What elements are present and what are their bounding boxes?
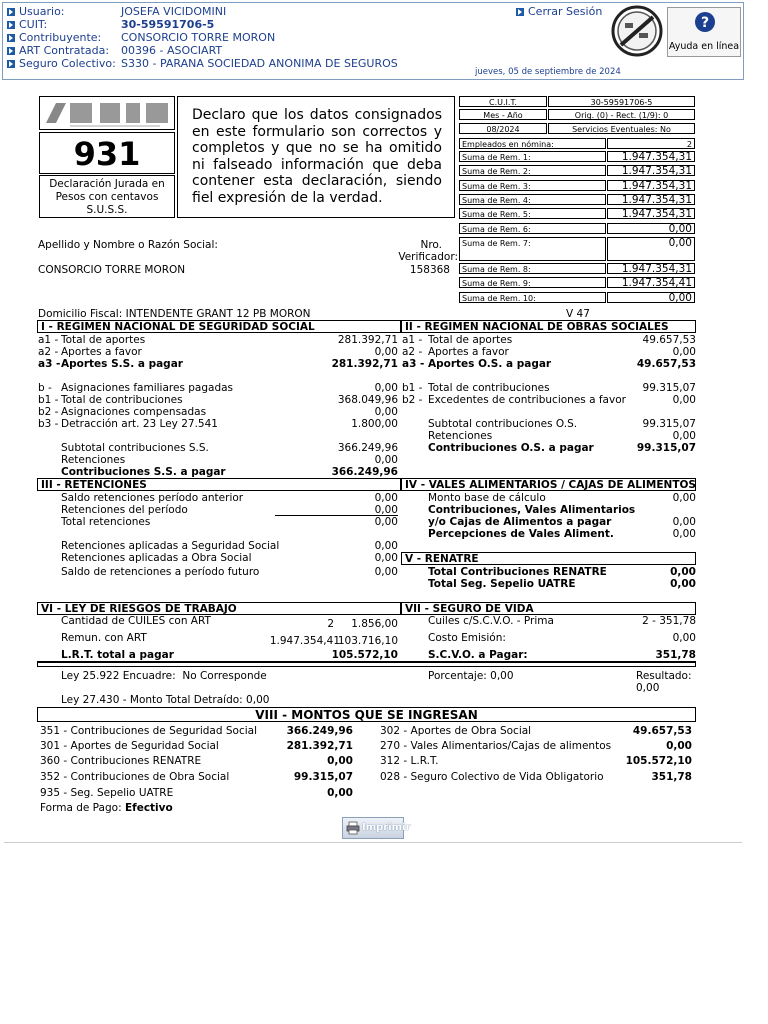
row-value: 0,00 [672,430,696,442]
art-value: 00396 - ASOCIART [121,44,223,57]
row-label: Contribuciones O.S. a pagar [428,442,594,454]
monto-base-label: Monto base de cálculo [428,492,546,504]
renatre-total-value: 0,00 [670,566,696,578]
row-label: Total de aportes [61,334,146,346]
header-row-seguro: Seguro Colectivo: S330 - PARANA SOCIEDAD ANONIMA DE SEGUROS [7,57,129,70]
section-4-title: IV - VALES ALIMENTARIOS / CAJAS DE ALIMENTOS [401,478,696,491]
row-label: Aportes a favor [61,346,142,358]
logout-link[interactable]: Cerrar Sesión [516,5,602,18]
verificador-value: 158368 [409,264,450,276]
montos-value: 99.315,07 [293,771,353,783]
empleados-label: Empleados en nómina: [459,138,606,149]
printer-icon [346,821,360,835]
percepciones-label: Percepciones de Vales Aliment. [428,528,614,540]
porcentaje: Porcentaje: 0,00 [428,670,514,682]
rem-label: Suma de Rem. 2: [459,165,606,176]
remun-art-value-2: 103.716,10 [337,635,398,647]
scvo-pagar-value: 351,78 [655,649,696,661]
rem-label: Suma de Rem. 5: [459,208,606,219]
cuit-value: 30-59591706-5 [121,18,215,31]
empleados-value: 2 [607,138,695,149]
section-1-title: I - REGIMEN NACIONAL DE SEGURIDAD SOCIAL [37,320,401,333]
scvo-pagar-label: S.C.V.O. a Pagar: [428,649,528,661]
row-label: Aportes a favor [428,346,509,358]
section-5-title: V - RENATRE [401,552,696,565]
row-value: 1.800,00 [351,418,398,430]
row-code: b2 - [38,406,59,418]
verificador-label-2: Verificador: [398,251,458,263]
row-label: Aportes S.S. a pagar [61,358,183,370]
contribuyente-value: CONSORCIO TORRE MORON [121,31,276,44]
apellido-label: Apellido y Nombre o Razón Social: [38,239,218,251]
rem-value: 1.947.354,31 [607,165,695,176]
row-code: a1 - [38,334,59,346]
rem-value: 1.947.354,31 [607,263,695,274]
afip-logo [39,96,175,130]
row-value: 0,00 [672,394,696,406]
row-code: a2 - [38,346,59,358]
rem-value: 1.947.354,31 [607,180,695,191]
row-label: Total de contribuciones [61,394,183,406]
row-label: Detracción art. 23 Ley 27.541 [61,418,218,430]
row-label: Retenciones aplicadas a Obra Social [61,552,252,564]
period-cell: 08/2024 [459,123,547,134]
cuiles-scvo-value: 2 - 351,78 [642,615,696,627]
rem-label: Suma de Rem. 4: [459,194,606,205]
row-label: Saldo de retenciones a período futuro [61,566,260,578]
form-subtitle: Declaración Jurada en Pesos con centavos S.U.S.S. [39,175,175,218]
header-row-cuit: CUIT: 30-59591706-5 [7,18,129,31]
montos-value: 366.249,96 [286,725,353,737]
row-code: b2 - [402,394,423,406]
domicilio-fiscal: Domicilio Fiscal: INTENDENTE GRANT 12 PB MORON [38,308,311,320]
verificador-label-1: Nro. [420,239,442,251]
cuit-label: C.U.I.T. [459,96,547,107]
double-rule [37,661,696,667]
arrow-icon [7,60,15,68]
montos-label: 360 - Contribuciones RENATRE [40,755,202,767]
rem-label: Suma de Rem. 6: [459,223,606,234]
rem-value: 1.947.354,31 [607,194,695,205]
montos-value: 351,78 [651,771,692,783]
montos-label: 935 - Seg. Sepelio UATRE [40,787,174,799]
declaration-text: Declaro que los datos consignados en este formulario son correctos y completos y que no se ha omitido ni falseado información que deba contener esta declaración, siendo fiel expresión de la verdad. [177,96,455,218]
montos-label: 301 - Aportes de Seguridad Social [40,740,219,752]
row-value: 0,00 [374,566,398,578]
row-value: 99.315,07 [642,382,696,394]
row-label: Asignaciones compensadas [61,406,207,418]
seguro-value: S330 - PARANA SOCIEDAD ANONIMA DE SEGUROS [121,57,398,70]
renatre-total-label: Total Contribuciones RENATRE [428,566,607,578]
row-code: a3 - [38,358,61,370]
row-label: Retenciones aplicadas a Seguridad Social [61,540,280,552]
help-button[interactable]: ? Ayuda en línea [667,7,741,57]
row-value: 368.049,96 [337,394,398,406]
row-value: 0,00 [374,540,398,552]
header-row-art: ART Contratada: 00396 - ASOCIART [7,44,129,57]
rem-label: Suma de Rem. 10: [459,292,606,303]
row-value: 366.249,96 [331,466,398,478]
percepciones-value: 0,00 [672,528,696,540]
rem-label: Suma de Rem. 7: [459,237,606,261]
montos-label: 028 - Seguro Colectivo de Vida Obligatorio [380,771,604,783]
row-value: 0,00 [374,552,398,564]
arrow-icon [7,47,15,55]
row-value: 99.315,07 [642,418,696,430]
form-number: 931 [39,132,175,174]
divider [275,515,398,516]
row-label: Excedentes de contribuciones a favor [428,394,626,406]
afip-seal-icon [609,5,665,57]
header-row-contribuyente: Contribuyente: CONSORCIO TORRE MORON [7,31,129,44]
row-value: 0,00 [374,516,398,528]
rem-value: 1.947.354,31 [607,151,695,162]
svg-text:?: ? [700,15,710,31]
rem-value: 0,00 [607,292,695,303]
montos-value: 0,00 [666,740,692,752]
row-value: 99.315,07 [636,442,696,454]
row-value: 0,00 [374,382,398,394]
row-code: b1 - [402,382,423,394]
header-panel [2,2,744,80]
row-label: Total de aportes [428,334,513,346]
rem-label: Suma de Rem. 9: [459,277,606,288]
costo-emision-value: 0,00 [672,632,696,644]
resultado-value: 0,00 [636,682,660,694]
lrt-total-value: 105.572,10 [331,649,398,661]
row-code: a1 - [402,334,423,346]
montos-value: 0,00 [327,755,353,767]
cuiles-scvo-label: Cuiles c/S.C.V.O. - Prima [428,615,554,627]
row-code: b1 - [38,394,59,406]
row-value: 0,00 [374,346,398,358]
montos-value: 49.657,53 [632,725,692,737]
razon-social: CONSORCIO TORRE MORON [38,264,186,276]
rem-label: Suma de Rem. 1: [459,151,606,162]
section-8-title: VIII - MONTOS QUE SE INGRESAN [37,707,696,722]
sepelio-value: 0,00 [670,578,696,590]
version-label: V 47 [566,308,590,320]
row-label: Retenciones del período [61,504,188,516]
row-label: Retenciones [61,454,126,466]
mes-label: Mes - Año [459,109,547,120]
row-value: 49.657,53 [642,334,696,346]
print-button[interactable]: Imprimir [342,817,404,839]
section-2-title: II - REGIMEN NACIONAL DE OBRAS SOCIALES [401,320,696,333]
monto-base-value: 0,00 [672,492,696,504]
row-label: Aportes O.S. a pagar [428,358,552,370]
rem-label: Suma de Rem. 3: [459,180,606,191]
rem-value: 0,00 [607,237,695,261]
remun-art-label: Remun. con ART [61,632,147,644]
sepelio-label: Total Seg. Sepelio UATRE [428,578,576,590]
contrib-vales-label: Contribuciones, Vales Alimentarios [428,504,636,516]
montos-label: 312 - L.R.T. [380,755,439,767]
header-date: jueves, 05 de septiembre de 2024 [475,67,621,77]
rem-value: 0,00 [607,223,695,234]
row-code: b - [38,382,52,394]
arrow-icon [7,34,15,42]
row-value: 366.249,96 [337,442,398,454]
row-value: 0,00 [672,346,696,358]
ley-27430: Ley 27.430 - Monto Total Detraído: 0,00 [61,694,270,706]
row-code: a3 - [402,358,425,370]
remun-art-value: 1.947.354,41 [269,635,340,647]
montos-value: 105.572,10 [625,755,692,767]
row-code: b3 - [38,418,59,430]
montos-label: 302 - Aportes de Obra Social [380,725,532,737]
montos-label: 270 - Vales Alimentarios/Cajas de alimentos [380,740,612,752]
montos-value: 281.392,71 [286,740,353,752]
rem-label: Suma de Rem. 8: [459,263,606,274]
arrow-icon [7,21,15,29]
row-value: 0,00 [374,504,398,516]
arrow-icon [7,8,15,16]
footer-divider [4,842,742,843]
section-3-title: III - RETENCIONES [37,478,401,491]
row-label: Saldo retenciones período anterior [61,492,244,504]
montos-value: 0,00 [327,787,353,799]
header-row-usuario: Usuario: JOSEFA VICIDOMINI [7,5,129,18]
row-label: Contribuciones S.S. a pagar [61,466,226,478]
help-icon [694,11,716,33]
section-6-title: VI - LEY DE RIESGOS DE TRABAJO [37,602,401,615]
costo-emision-label: Costo Emisión: [428,632,506,644]
row-label: Total de contribuciones [428,382,550,394]
row-label: Asignaciones familiares pagadas [61,382,234,394]
cuiles-art-amount: 1.856,00 [351,618,398,630]
contrib-cajas-label: y/o Cajas de Alimentos a pagar [428,516,612,528]
usuario-value: JOSEFA VICIDOMINI [121,5,227,18]
row-value: 281.392,71 [337,334,398,346]
cuiles-art-label: Cantidad de CUILES con ART [61,615,211,627]
orig-label: Orig. (0) - Rect. (1/9): 0 [548,109,695,120]
row-label: Total retenciones [61,516,151,528]
row-code: a2 - [402,346,423,358]
cuiles-art-count: 2 [327,618,334,630]
forma-pago: Forma de Pago: Efectivo [40,802,173,814]
row-value: 281.392,71 [331,358,398,370]
section-7-title: VII - SEGURO DE VIDA [401,602,696,615]
row-value: 0,00 [374,454,398,466]
ley-25922: Ley 25.922 Encuadre: No Corresponde [61,670,267,682]
rem-value: 1.947.354,31 [607,208,695,219]
row-value: 49.657,53 [636,358,696,370]
servicios-cell: Servicios Eventuales: No [548,123,695,134]
montos-label: 352 - Contribuciones de Obra Social [40,771,230,783]
resultado-label: Resultado: [636,670,692,682]
lrt-total-label: L.R.T. total a pagar [61,649,174,661]
rem-value: 1.947.354,41 [607,277,695,288]
contrib-cajas-value: 0,00 [672,516,696,528]
montos-label: 351 - Contribuciones de Seguridad Social [40,725,257,737]
row-label: Subtotal contribuciones O.S. [428,418,578,430]
row-value: 0,00 [374,406,398,418]
afip-logo-icon [40,97,174,129]
row-label: Retenciones [428,430,493,442]
row-value: 0,00 [374,492,398,504]
row-label: Subtotal contribuciones S.S. [61,442,209,454]
cuit-cell: 30-59591706-5 [548,96,695,107]
arrow-icon [516,8,524,16]
